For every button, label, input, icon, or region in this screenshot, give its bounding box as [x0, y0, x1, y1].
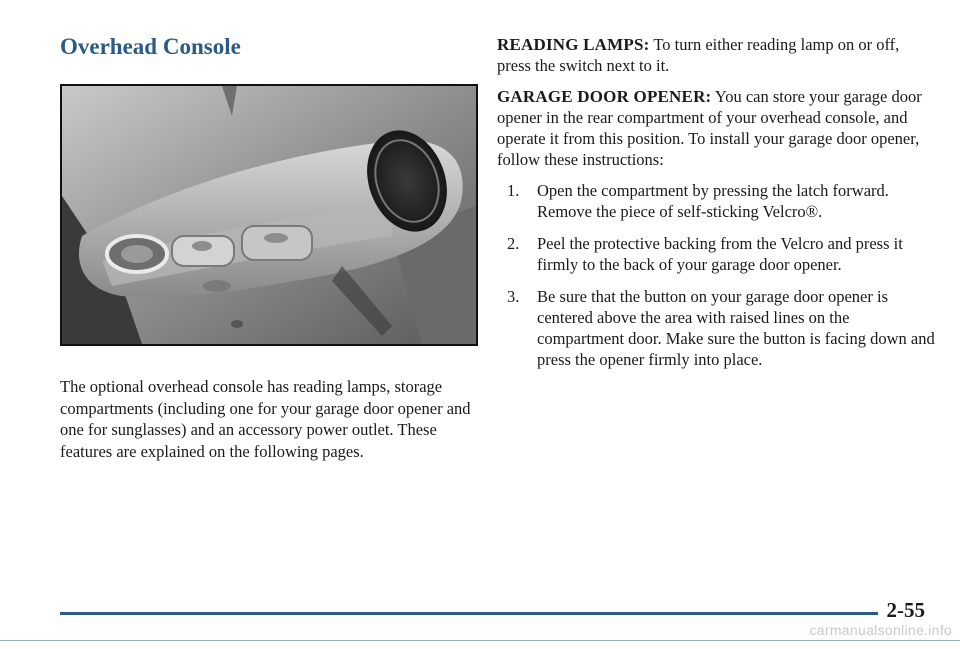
- bottom-divider: [0, 640, 960, 641]
- watermark: carmanualsonline.info: [809, 622, 952, 638]
- list-item: [497, 180, 937, 222]
- step-text: Open the compartment by pressing the latch forward. Remove the piece of self-sticking Velcro®.: [537, 181, 889, 221]
- step-number: 3.: [507, 287, 520, 306]
- page-title: Overhead Console: [60, 34, 241, 59]
- footer-divider: [60, 612, 878, 615]
- reading-lamps-heading: READING LAMPS:: [497, 35, 650, 54]
- reading-lamps-text: To turn either reading lamp on or off, press the switch next to it.: [497, 35, 900, 75]
- garage-door-opener-text: You can store your garage door opener in the rear compartment of your overhead console, and operate it from this position. To install your garage door opener, follow these instructions:: [497, 87, 922, 169]
- list-item: [497, 233, 937, 275]
- overhead-console-photo: [60, 84, 478, 346]
- intro-paragraph: The optional overhead console has reading lamps, storage compartments (including one for your garage door opener and one for sunglasses) and an accessory power outlet. These features are explained on the following pages.: [60, 377, 471, 461]
- install-steps-list: [497, 180, 937, 370]
- page-number: 2-55: [886, 598, 925, 622]
- step-number: 1.: [507, 181, 520, 200]
- reading-lamps-paragraph: [497, 34, 937, 76]
- step-number: 2.: [507, 234, 520, 253]
- list-item: [497, 286, 937, 370]
- garage-door-opener-heading: GARAGE DOOR OPENER:: [497, 87, 712, 106]
- step-text: Peel the protective backing from the Velcro and press it firmly to the back of your garage door opener.: [537, 234, 903, 274]
- garage-door-opener-paragraph: [497, 86, 937, 170]
- right-column: [497, 34, 937, 381]
- step-text: Be sure that the button on your garage door opener is centered above the area with raised lines on the compartment door. Make sure the button is facing down and press the opener firmly into place.: [537, 287, 935, 369]
